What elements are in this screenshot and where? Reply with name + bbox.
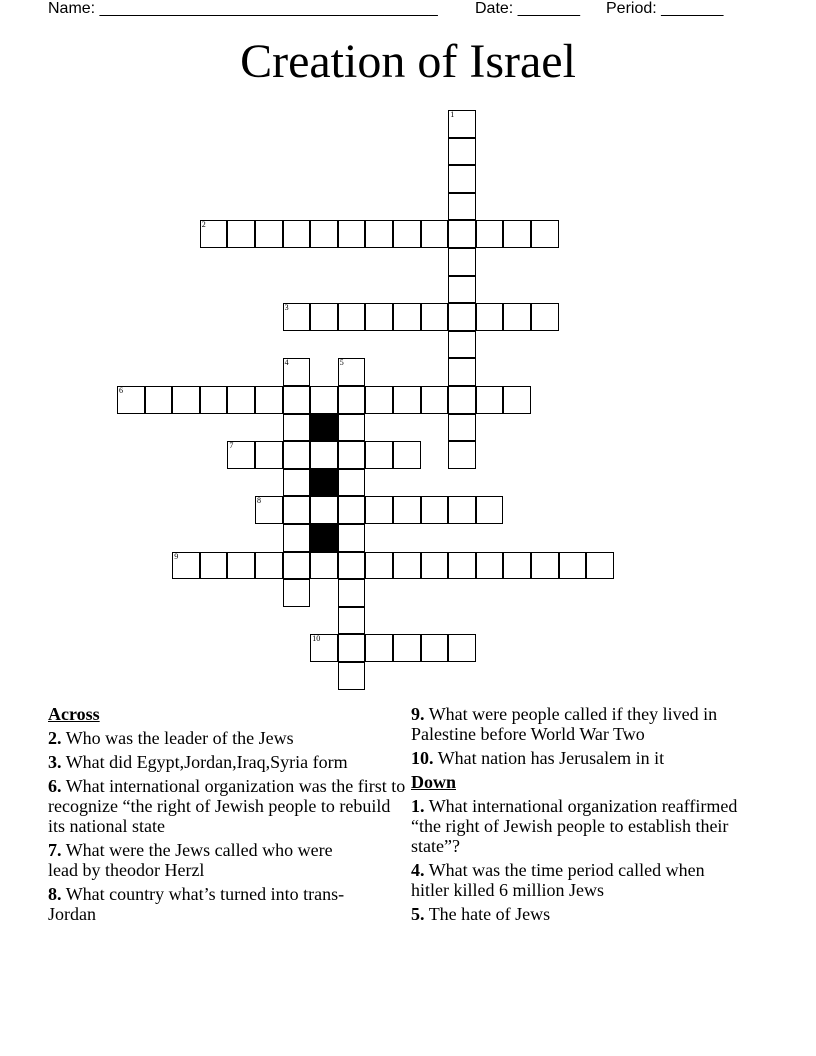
clue-number: 10	[312, 634, 321, 644]
grid-cell[interactable]	[448, 386, 476, 414]
grid-cell[interactable]	[476, 496, 504, 524]
grid-cell[interactable]	[476, 552, 504, 580]
grid-cell[interactable]	[448, 276, 476, 304]
grid-cell[interactable]	[393, 386, 421, 414]
grid-cell[interactable]	[503, 220, 531, 248]
grid-cell[interactable]	[283, 524, 311, 552]
grid-cell[interactable]	[503, 386, 531, 414]
grid-cell[interactable]	[476, 386, 504, 414]
period-field[interactable]: Period: _______	[606, 0, 724, 17]
grid-cell[interactable]	[559, 552, 587, 580]
clue-across-7: 7. What were the Jews called who were lead by theodor Herzl	[48, 840, 333, 880]
grid-cell[interactable]	[310, 441, 338, 469]
clue-number: 6	[119, 386, 123, 395]
clue-down-1: 1. What international organization reaffirmed “the right of Jewish people to establish their state”?	[411, 796, 738, 856]
grid-cell[interactable]	[310, 496, 338, 524]
name-field[interactable]: Name: ______________________________________	[48, 0, 438, 17]
grid-cell[interactable]	[531, 552, 559, 580]
grid-cell[interactable]	[338, 524, 366, 552]
clue-number: 7	[229, 441, 234, 451]
grid-cell[interactable]	[448, 248, 476, 276]
grid-cell[interactable]	[503, 552, 531, 580]
grid-cell[interactable]	[283, 496, 311, 524]
grid-cell[interactable]	[338, 386, 366, 414]
grid-cell[interactable]	[338, 552, 366, 580]
grid-cell[interactable]	[200, 220, 228, 248]
grid-cell[interactable]	[227, 552, 255, 580]
grid-block-cell	[310, 469, 338, 497]
clue-across-3: 3. What did Egypt,Jordan,Iraq,Syria form	[48, 752, 348, 772]
grid-cell[interactable]	[365, 496, 393, 524]
grid-cell[interactable]	[145, 386, 173, 414]
grid-cell[interactable]	[255, 552, 283, 580]
clue-number: 5	[339, 358, 344, 368]
clue-number: 9	[174, 551, 179, 561]
grid-cell[interactable]	[338, 414, 366, 442]
grid-cell[interactable]	[393, 441, 421, 469]
grid-cell[interactable]	[338, 469, 366, 497]
grid-cell[interactable]	[448, 110, 476, 138]
grid-cell[interactable]	[448, 138, 476, 166]
date-field[interactable]: Date: _______	[475, 0, 580, 17]
grid-cell[interactable]	[421, 496, 449, 524]
clue-down-5: 5. The hate of Jews	[411, 904, 551, 924]
grid-cell[interactable]	[448, 220, 476, 248]
grid-cell[interactable]	[283, 220, 311, 248]
grid-cell[interactable]	[365, 634, 393, 662]
grid-cell[interactable]	[338, 220, 366, 248]
grid-cell[interactable]	[421, 386, 449, 414]
grid-cell[interactable]	[448, 303, 476, 331]
clue-number: 8	[257, 496, 261, 506]
clue-number: 3	[284, 303, 289, 313]
grid-cell[interactable]	[586, 552, 614, 580]
grid-block-cell	[310, 414, 338, 442]
grid-cell[interactable]	[338, 579, 366, 607]
grid-cell[interactable]	[227, 441, 255, 469]
clue-across-9: 9. What were people called if they lived in Palestine before World War Two	[411, 704, 718, 744]
grid-cell[interactable]	[310, 386, 338, 414]
clue-down-4: 4. What was the time period called when hitler killed 6 million Jews	[411, 860, 705, 900]
grid-cell[interactable]	[338, 634, 366, 662]
grid-cell[interactable]	[283, 414, 311, 442]
grid-cell[interactable]	[255, 386, 283, 414]
grid-cell[interactable]	[503, 303, 531, 331]
clue-across-6: 6. What international organization was the first to recognize “the right of Jewish people to rebuild its national state	[48, 776, 406, 836]
grid-cell[interactable]	[421, 303, 449, 331]
across-heading: Across	[48, 704, 100, 724]
grid-cell[interactable]	[255, 220, 283, 248]
grid-cell[interactable]	[365, 386, 393, 414]
grid-cell[interactable]	[310, 552, 338, 580]
grid-cell[interactable]	[117, 386, 145, 414]
grid-cell[interactable]	[200, 552, 228, 580]
page-title: Creation of Israel	[240, 35, 576, 88]
grid-cell[interactable]	[255, 441, 283, 469]
grid-cell[interactable]	[365, 441, 393, 469]
grid-cell[interactable]	[283, 303, 311, 331]
clue-across-2: 2. Who was the leader of the Jews	[48, 728, 294, 748]
grid-cell[interactable]	[310, 634, 338, 662]
grid-cell[interactable]	[227, 386, 255, 414]
grid-cell[interactable]	[255, 496, 283, 524]
grid-cell[interactable]	[338, 441, 366, 469]
grid-cell[interactable]	[227, 220, 255, 248]
clue-across-10: 10. What nation has Jerusalem in it	[411, 748, 665, 768]
grid-cell[interactable]	[283, 579, 311, 607]
grid-cell[interactable]	[172, 386, 200, 414]
grid-cell[interactable]	[421, 552, 449, 580]
grid-cell[interactable]	[448, 552, 476, 580]
clue-number: 1	[450, 110, 455, 119]
grid-block-cell	[310, 524, 338, 552]
grid-cell[interactable]	[448, 165, 476, 193]
grid-cell[interactable]	[531, 303, 559, 331]
grid-cell[interactable]	[365, 552, 393, 580]
grid-cell[interactable]	[283, 469, 311, 497]
grid-cell[interactable]	[393, 303, 421, 331]
grid-cell[interactable]	[393, 220, 421, 248]
grid-cell[interactable]	[283, 441, 311, 469]
grid-cell[interactable]	[338, 496, 366, 524]
grid-cell[interactable]	[283, 386, 311, 414]
grid-cell[interactable]	[365, 303, 393, 331]
grid-cell[interactable]	[283, 358, 311, 386]
grid-cell[interactable]	[393, 496, 421, 524]
grid-cell[interactable]	[172, 552, 200, 580]
grid-cell[interactable]	[200, 386, 228, 414]
grid-cell[interactable]	[448, 358, 476, 386]
clue-number: 4	[284, 358, 289, 368]
clue-column-right	[411, 704, 766, 928]
grid-cell[interactable]	[448, 414, 476, 442]
clue-across-8: 8. What country what’s turned into trans-Jordan	[48, 884, 345, 924]
grid-cell[interactable]	[448, 634, 476, 662]
grid-cell[interactable]	[393, 634, 421, 662]
grid-cell[interactable]	[448, 441, 476, 469]
grid-cell[interactable]	[338, 607, 366, 635]
down-heading: Down	[411, 772, 457, 792]
grid-cell[interactable]	[448, 496, 476, 524]
grid-cell[interactable]	[448, 331, 476, 359]
grid-cell[interactable]	[393, 552, 421, 580]
grid-cell[interactable]	[421, 220, 449, 248]
clue-number: 2	[201, 220, 206, 230]
grid-cell[interactable]	[476, 303, 504, 331]
grid-cell[interactable]	[338, 662, 366, 690]
grid-cell[interactable]	[448, 193, 476, 221]
grid-cell[interactable]	[476, 220, 504, 248]
grid-cell[interactable]	[421, 634, 449, 662]
grid-cell[interactable]	[365, 220, 393, 248]
grid-cell[interactable]	[531, 220, 559, 248]
clue-column-left	[48, 704, 408, 928]
grid-cell[interactable]	[310, 220, 338, 248]
grid-cell[interactable]	[338, 358, 366, 386]
grid-cell[interactable]	[310, 303, 338, 331]
grid-cell[interactable]	[283, 552, 311, 580]
grid-cell[interactable]	[338, 303, 366, 331]
